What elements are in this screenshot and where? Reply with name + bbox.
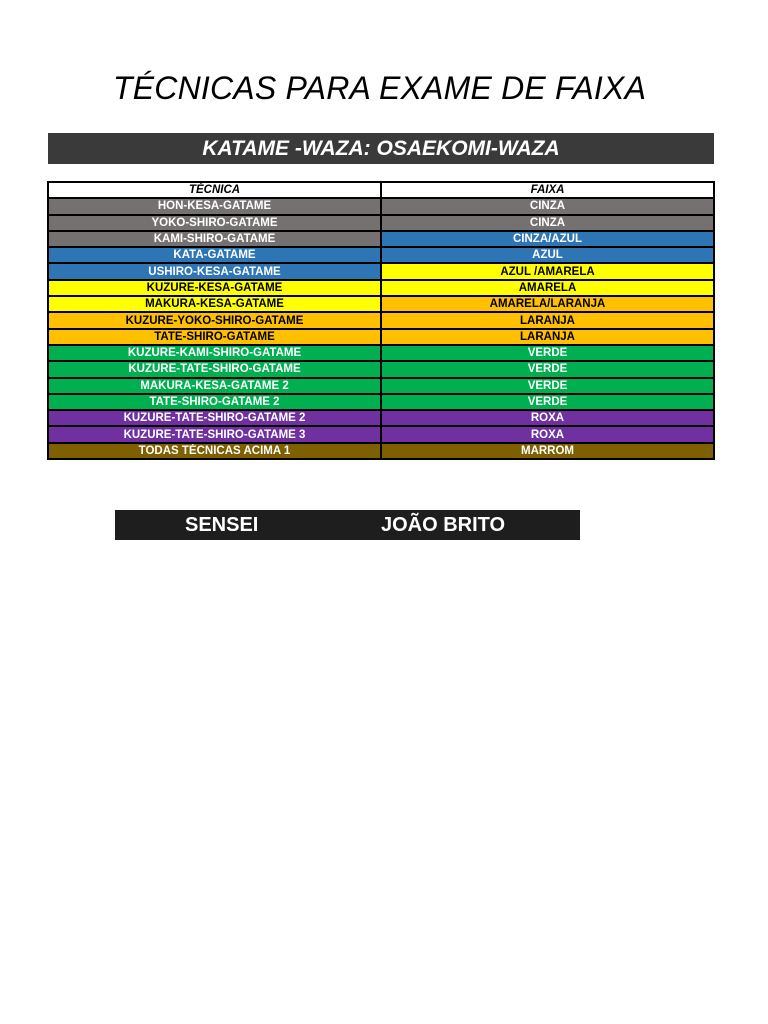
cell-faixa: AMARELA bbox=[381, 280, 714, 296]
cell-tecnica: USHIRO-KESA-GATAME bbox=[48, 263, 381, 279]
table-row bbox=[48, 263, 714, 279]
cell-faixa: MARROM bbox=[381, 443, 714, 459]
table-row bbox=[48, 280, 714, 296]
cell-faixa: VERDE bbox=[381, 378, 714, 394]
cell-tecnica: KUZURE-TATE-SHIRO-GATAME 2 bbox=[48, 410, 381, 426]
cell-tecnica: MAKURA-KESA-GATAME bbox=[48, 296, 381, 312]
cell-tecnica: KUZURE-YOKO-SHIRO-GATAME bbox=[48, 312, 381, 328]
cell-faixa: AZUL /AMARELA bbox=[381, 263, 714, 279]
cell-tecnica: KAMI-SHIRO-GATAME bbox=[48, 231, 381, 247]
cell-tecnica: TODAS TÉCNICAS ACIMA 1 bbox=[48, 443, 381, 459]
table-row bbox=[48, 247, 714, 263]
cell-tecnica: YOKO-SHIRO-GATAME bbox=[48, 215, 381, 231]
cell-tecnica: TATE-SHIRO-GATAME bbox=[48, 329, 381, 345]
table-row bbox=[48, 231, 714, 247]
cell-tecnica: KUZURE-KESA-GATAME bbox=[48, 280, 381, 296]
cell-faixa: CINZA bbox=[381, 198, 714, 214]
table-row bbox=[48, 296, 714, 312]
sensei-label: SENSEI bbox=[185, 514, 259, 536]
cell-tecnica: TATE-SHIRO-GATAME 2 bbox=[48, 394, 381, 410]
cell-faixa: LARANJA bbox=[381, 312, 714, 328]
cell-faixa: ROXA bbox=[381, 410, 714, 426]
table-row bbox=[48, 215, 714, 231]
cell-tecnica: KUZURE-TATE-SHIRO-GATAME bbox=[48, 361, 381, 377]
table-row bbox=[48, 329, 714, 345]
table-row bbox=[48, 361, 714, 377]
table-body bbox=[48, 198, 714, 459]
sensei-bar bbox=[115, 510, 580, 540]
cell-faixa: LARANJA bbox=[381, 329, 714, 345]
sensei-name: JOÃO BRITO bbox=[381, 514, 506, 536]
cell-tecnica: HON-KESA-GATAME bbox=[48, 198, 381, 214]
cell-faixa: VERDE bbox=[381, 361, 714, 377]
table-row bbox=[48, 410, 714, 426]
table-row bbox=[48, 394, 714, 410]
table-row bbox=[48, 312, 714, 328]
table-row bbox=[48, 443, 714, 459]
column-header-faixa: FAIXA bbox=[381, 182, 714, 198]
cell-tecnica: MAKURA-KESA-GATAME 2 bbox=[48, 378, 381, 394]
cell-faixa: ROXA bbox=[381, 426, 714, 442]
cell-faixa: AMARELA/LARANJA bbox=[381, 296, 714, 312]
table-row bbox=[48, 345, 714, 361]
cell-tecnica: KUZURE-TATE-SHIRO-GATAME 3 bbox=[48, 426, 381, 442]
cell-faixa: VERDE bbox=[381, 394, 714, 410]
cell-faixa: AZUL bbox=[381, 247, 714, 263]
table-row bbox=[48, 426, 714, 442]
page-title: TÉCNICAS PARA EXAME DE FAIXA bbox=[113, 70, 647, 106]
cell-tecnica: KATA-GATAME bbox=[48, 247, 381, 263]
cell-faixa: VERDE bbox=[381, 345, 714, 361]
table-header-row bbox=[48, 182, 714, 198]
table-row bbox=[48, 198, 714, 214]
table-row bbox=[48, 378, 714, 394]
section-banner: KATAME -WAZA: OSAEKOMI-WAZA bbox=[48, 133, 714, 164]
cell-tecnica: KUZURE-KAMI-SHIRO-GATAME bbox=[48, 345, 381, 361]
cell-faixa: CINZA/AZUL bbox=[381, 231, 714, 247]
cell-faixa: CINZA bbox=[381, 215, 714, 231]
techniques-table bbox=[47, 181, 715, 460]
column-header-tecnica: TÉCNICA bbox=[48, 182, 381, 198]
